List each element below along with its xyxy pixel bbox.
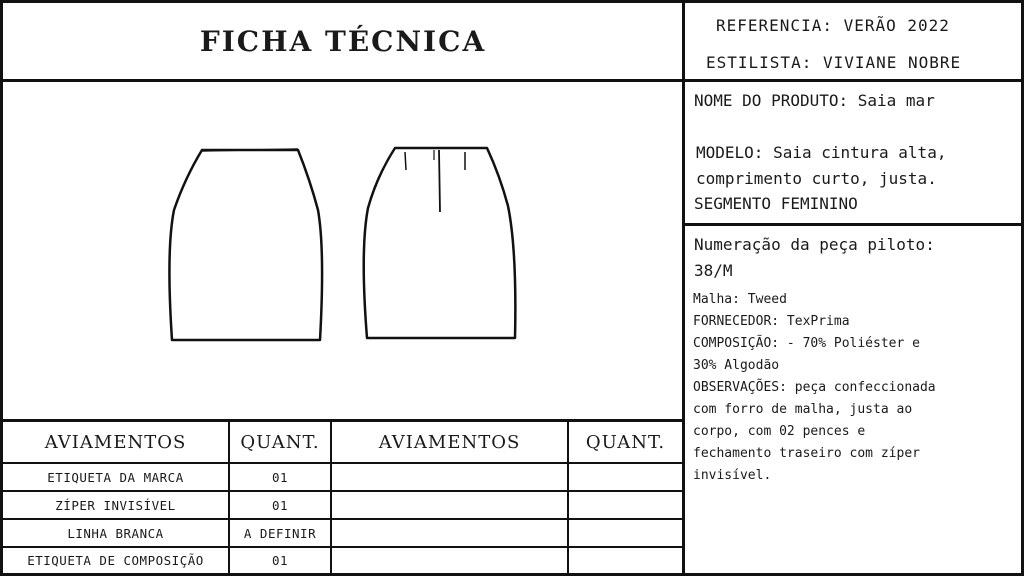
spec-line: 30% Algodão bbox=[693, 358, 780, 373]
pilot-size-line2: 38/M bbox=[694, 261, 733, 280]
product-segment: SEGMENTO FEMININO bbox=[694, 194, 858, 213]
table-cell-item: ETIQUETA DA MARCA bbox=[47, 469, 184, 485]
referencia-label: REFERENCIA: VERÃO 2022 bbox=[716, 16, 950, 35]
spec-line: Malha: Tweed bbox=[693, 292, 787, 307]
divider-product bbox=[682, 223, 1024, 226]
estilista-label: ESTILISTA: VIVIANE NOBRE bbox=[706, 53, 962, 72]
spec-line: FORNECEDOR: TexPrima bbox=[693, 314, 850, 329]
spec-line: fechamento traseiro com zíper bbox=[693, 446, 920, 461]
product-model-line1: MODELO: Saia cintura alta, bbox=[696, 143, 947, 162]
table-header-quant-1: QUANT. bbox=[240, 431, 320, 453]
product-name: NOME DO PRODUTO: Saia mar bbox=[694, 91, 935, 110]
spec-line: OBSERVAÇÕES: peça confeccionada bbox=[693, 380, 936, 395]
spec-line: com forro de malha, justa ao bbox=[693, 402, 913, 417]
divider-header bbox=[0, 79, 1024, 82]
skirt-front-sketch-icon bbox=[160, 140, 335, 350]
table-header-aviamentos-2: AVIAMENTOS bbox=[378, 431, 521, 453]
pilot-size-line1: Numeração da peça piloto: bbox=[694, 235, 935, 254]
table-cell-item: ETIQUETA DE COMPOSIÇÃO bbox=[27, 553, 204, 568]
table-cell-qty: A DEFINIR bbox=[243, 525, 317, 541]
product-model-line2: comprimento curto, justa. bbox=[696, 169, 937, 188]
table-cell-qty: 01 bbox=[271, 469, 289, 485]
spec-line: corpo, com 02 pences e bbox=[693, 424, 866, 439]
spec-line: invisível. bbox=[693, 468, 772, 483]
spec-details bbox=[693, 289, 1018, 487]
skirt-back-sketch-icon bbox=[355, 140, 530, 350]
table-cell-qty: 01 bbox=[271, 553, 289, 568]
spec-line: COMPOSIÇÃO: - 70% Poliéster e bbox=[693, 336, 920, 351]
table-cell-qty: 01 bbox=[271, 497, 289, 513]
table-cell-item: LINHA BRANCA bbox=[67, 525, 164, 541]
page-title: FICHA TÉCNICA bbox=[199, 24, 487, 58]
table-header-quant-2: QUANT. bbox=[585, 431, 666, 453]
table-header-aviamentos-1: AVIAMENTOS bbox=[44, 431, 187, 453]
table-cell-item: ZÍPER INVISÍVEL bbox=[55, 497, 176, 513]
